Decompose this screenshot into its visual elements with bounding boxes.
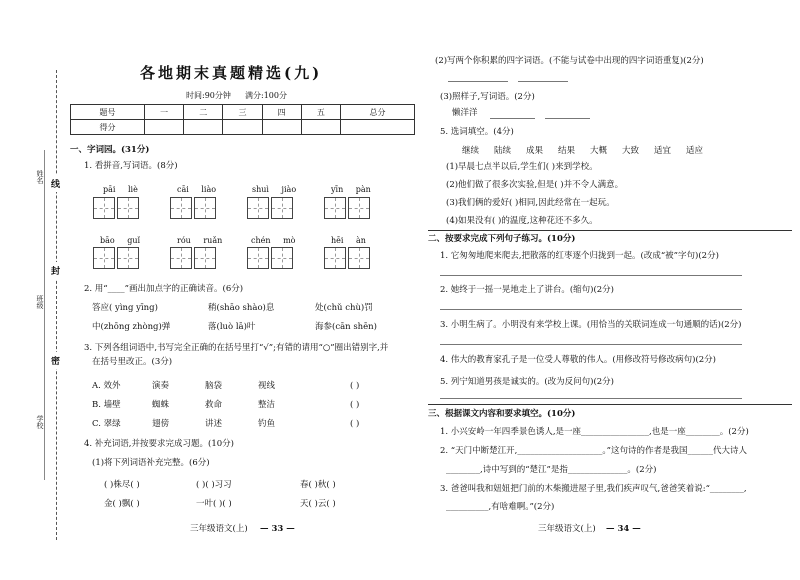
footer-subject: 三年级语文(上): [190, 524, 248, 534]
page-title: 各地期末真题精选(九): [140, 64, 323, 82]
idiom-blank[interactable]: 天( )云( ): [300, 499, 336, 509]
score-header: 题号: [71, 105, 145, 120]
sentence-task: 1. 它匆匆地爬来爬去,把散落的红枣逐个归拢到一起。(改成“被”字句)(2分): [440, 251, 719, 261]
q3-word: 蜘蛛: [152, 400, 170, 410]
section-divider: [428, 404, 792, 405]
score-cell[interactable]: [340, 120, 414, 135]
sentence-task: 5. 列宁知道男孩是诚实的。(改为反问句)(2分): [440, 377, 614, 387]
idiom-blank[interactable]: 金( )飘( ): [104, 499, 140, 509]
word-choice: 成果: [526, 146, 544, 156]
exam-time: 时间:90分钟: [186, 91, 231, 100]
sentence-task: 2. 她终于一摇一晃地走上了讲台。(缩句)(2分): [440, 285, 614, 295]
writing-grid[interactable]: [170, 197, 216, 219]
q4-sub1: (1)将下列词语补充完整。(6分): [92, 458, 210, 468]
score-header: 一: [145, 105, 184, 120]
fill-task[interactable]: ________,诗中写到的“楚江”是指______________。(2分): [446, 465, 657, 475]
q3-word: B. 墙壁: [92, 400, 121, 410]
sentence-task: 3. 小明生病了。小明没有来学校上课。(用恰当的关联词连成一句通顺的话)(2分): [440, 320, 742, 330]
answer-line[interactable]: [440, 398, 742, 399]
word-choice: 继续: [462, 146, 480, 156]
binding-char-line: 线: [51, 175, 60, 192]
writing-grid[interactable]: [247, 197, 293, 219]
q3-word: 演奏: [152, 381, 170, 391]
section2-heading: 二、按要求完成下列句子练习。(10分): [428, 234, 576, 244]
idiom-blank[interactable]: 春( )秋( ): [300, 480, 336, 490]
sentence-task: 4. 伟大的教育家孔子是一位受人尊敬的伟人。(用修改符号修改病句)(2分): [440, 355, 716, 365]
writing-grid[interactable]: [324, 247, 370, 269]
score-header: 总分: [340, 105, 414, 120]
score-header: 三: [223, 105, 262, 120]
q3-word: 视线: [258, 381, 276, 391]
score-header: 二: [184, 105, 223, 120]
fill-sentence[interactable]: (3)我们俩的爱好( )相同,因此经常在一起玩。: [446, 198, 615, 208]
fill-task[interactable]: __________,有啥难啊。”(2分): [446, 502, 555, 512]
fill-sentence[interactable]: (4)如果没有( )的温度,这种花还不多久。: [446, 216, 598, 226]
answer-bracket[interactable]: ( ): [350, 419, 360, 429]
writing-grid[interactable]: [93, 197, 139, 219]
q3-label-cont: 在括号里改正。(3分): [92, 357, 173, 367]
fill-sentence[interactable]: (1)早晨七点半以后,学生们( )来到学校。: [446, 162, 598, 172]
binding-solid-line: [44, 150, 45, 480]
word-choice: 结果: [558, 146, 576, 156]
q3-word: 整洁: [258, 400, 276, 410]
word-choice: 适应: [686, 146, 704, 156]
reading-option[interactable]: 稍(shāo shào)息: [208, 303, 275, 313]
pinyin: yīn pàn: [331, 185, 371, 194]
word-choice: 大概: [590, 146, 608, 156]
score-cell[interactable]: [262, 120, 301, 135]
q5-label: 5. 选词填空。(4分): [440, 127, 514, 137]
exam-total-score: 满分:100分: [245, 91, 287, 100]
school-label: 学校: [36, 415, 44, 429]
word-choice: 适宜: [654, 146, 672, 156]
pinyin: pāi liè: [103, 185, 138, 194]
q3-word: C. 翠绿: [92, 419, 121, 429]
name-label: 姓名: [36, 170, 44, 184]
answer-bracket[interactable]: ( ): [350, 381, 360, 391]
q3-word: A. 效外: [92, 381, 121, 391]
score-row-label: 得分: [71, 120, 145, 135]
word-choice: 陆续: [494, 146, 512, 156]
fill-task[interactable]: 1. 小兴安岭一年四季景色诱人,是一座________________,也是一座________。(2分): [440, 427, 749, 437]
answer-line[interactable]: [545, 118, 590, 119]
fill-sentence[interactable]: (2)他们做了很多次实验,但是( )并不令人满意。: [446, 180, 624, 190]
section-divider: [428, 230, 792, 231]
writing-grid[interactable]: [324, 197, 370, 219]
answer-bracket[interactable]: ( ): [350, 400, 360, 410]
answer-line[interactable]: [440, 309, 742, 310]
page-number: — 34 —: [606, 524, 641, 534]
q1-label: 1. 看拼音,写词语。(8分): [84, 161, 178, 171]
q4-label: 4. 补充词语,并按要求完成习题。(10分): [84, 439, 234, 449]
q3-label: 3. 下列各组词语中,书写完全正确的在括号里打“√”;有错的请用“○”圈出错别字,并: [84, 343, 389, 353]
pinyin: róu ruǎn: [177, 236, 223, 245]
reading-option[interactable]: 中(zhōng zhòng)弹: [92, 322, 171, 332]
score-header: 五: [301, 105, 340, 120]
pinyin: bāo guǐ: [100, 236, 141, 245]
writing-grid[interactable]: [247, 247, 293, 269]
answer-line[interactable]: [490, 118, 535, 119]
section1-heading: 一、字词园。(31分): [70, 145, 150, 155]
idiom-blank[interactable]: ( )( )习习: [196, 480, 232, 490]
class-label: 班级: [36, 295, 44, 309]
q3-word: 讲述: [205, 419, 223, 429]
q4-3-label: (3)照样子,写词语。(2分): [440, 92, 535, 102]
reading-option[interactable]: 处(chǔ chù)罚: [315, 303, 373, 313]
q3-word: 钓鱼: [258, 419, 276, 429]
idiom-blank[interactable]: 一叶( )( ): [196, 499, 232, 509]
q3-word: 救命: [205, 400, 223, 410]
binding-dashed-line: [56, 70, 57, 540]
answer-line[interactable]: [448, 81, 508, 82]
pinyin: chén mò: [251, 236, 296, 245]
fill-task[interactable]: 2. “天门中断楚江开,____________________。”这句诗的作者是我国______代大诗人: [440, 446, 747, 456]
answer-line[interactable]: [518, 81, 568, 82]
score-cell[interactable]: [223, 120, 262, 135]
pinyin: hēi àn: [331, 236, 366, 245]
footer-subject: 三年级语文(上): [538, 524, 596, 534]
word-choice: 大致: [622, 146, 640, 156]
idiom-blank[interactable]: ( )株尽( ): [104, 480, 140, 490]
score-cell[interactable]: [301, 120, 340, 135]
binding-char-secret: 密: [51, 352, 60, 369]
answer-line[interactable]: [440, 275, 742, 276]
example-word: 懒洋洋: [452, 108, 478, 118]
fill-task[interactable]: 3. 爸爸叫我和妞妞把门前的木柴搬进屋子里,我们疾声叹气,爸爸笑着说:“________,: [440, 484, 747, 494]
binding-char-seal: 封: [51, 262, 60, 279]
q3-word: 脑袋: [205, 381, 223, 391]
reading-option[interactable]: 海参(cān shēn): [315, 322, 377, 332]
page-number: — 33 —: [260, 524, 295, 534]
pinyin: cāi liào: [177, 185, 217, 194]
q2-label: 2. 用“____”画出加点字的正确读音。(6分): [84, 284, 244, 294]
score-table: [70, 104, 415, 135]
writing-grid[interactable]: [170, 247, 216, 269]
reading-option[interactable]: 答应( yìng yīng): [92, 303, 158, 313]
q3-word: 翅傍: [152, 419, 170, 429]
q4-2-label: (2)写两个你积累的四字词语。(不能与试卷中出现的四字词语重复)(2分): [435, 56, 704, 66]
writing-grid[interactable]: [93, 247, 139, 269]
reading-option[interactable]: 落(luò lā)叶: [208, 322, 256, 332]
score-header: 四: [262, 105, 301, 120]
score-cell[interactable]: [184, 120, 223, 135]
pinyin: shuì jiào: [252, 185, 297, 194]
score-cell[interactable]: [145, 120, 184, 135]
section3-heading: 三、根据课文内容和要求填空。(10分): [428, 409, 576, 419]
answer-line[interactable]: [440, 344, 742, 345]
